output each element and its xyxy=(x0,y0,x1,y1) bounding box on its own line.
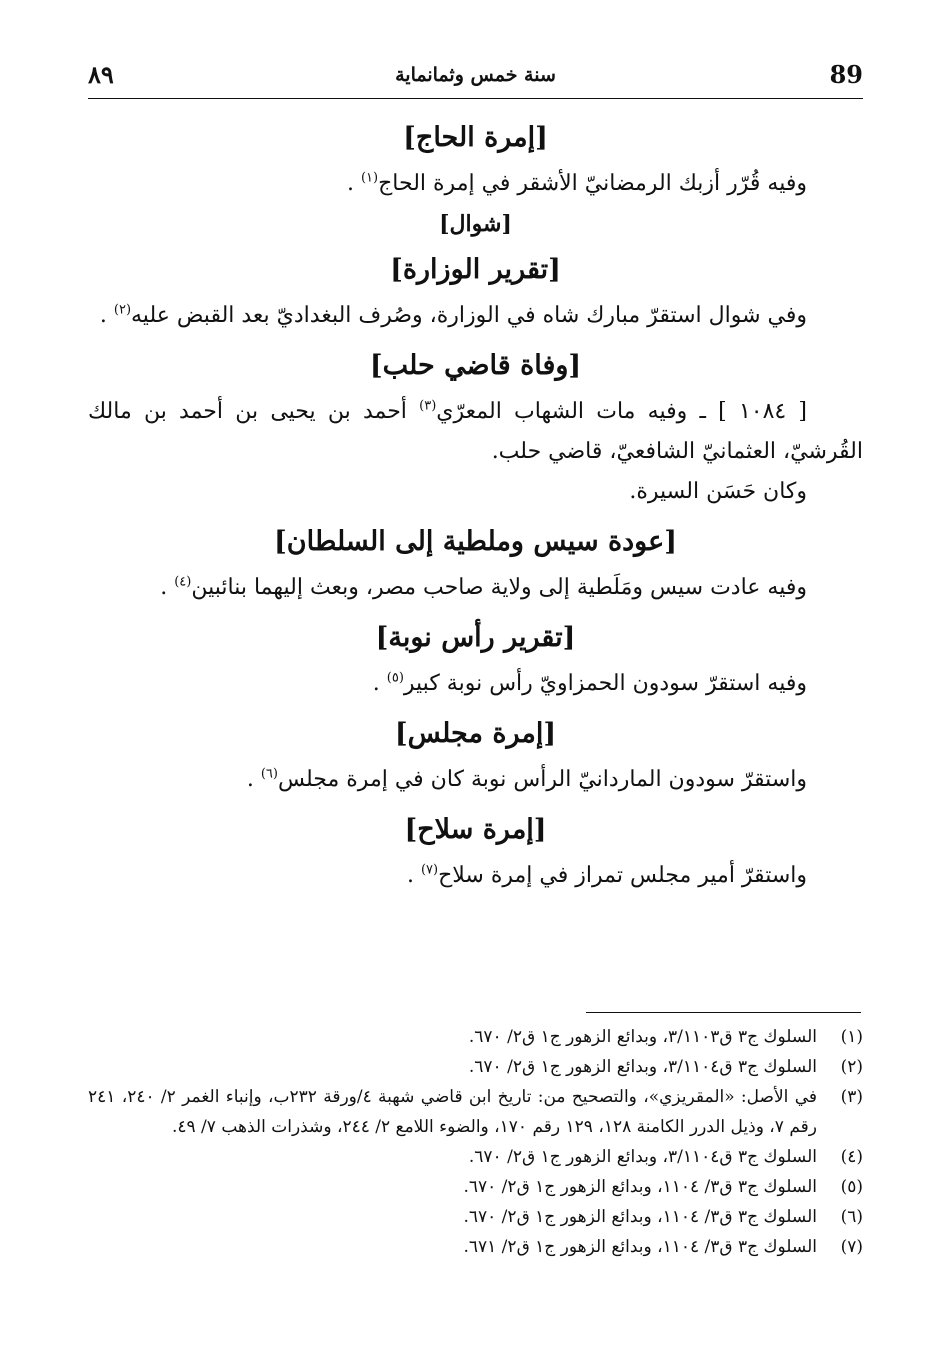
footnote-text: السلوك ج٣ ق٣/١١٠٤، وبدائع الزهور ج١ ق٢/ ٦٧٠. xyxy=(468,1057,817,1077)
footnote-ref-2: (٢) xyxy=(113,302,132,318)
page-number-latin: 89 xyxy=(829,60,863,89)
footnote-ref-1: (١) xyxy=(360,170,379,186)
footnote-ref-5: (٥) xyxy=(386,670,404,686)
paragraph-hajj: وفيه قُرّر أزبك الرمضانيّ الأشقر في إمرة الحاج$^{(١)}$ . xyxy=(346,170,807,196)
main-text xyxy=(88,112,863,896)
section-heading-hajj: [إمرة الحاج] xyxy=(403,122,548,153)
paragraph-wizara: وفي شوال استقرّ مبارك شاه في الوزارة، وصُرف البغداديّ بعد القبض عليه$^{(٢)}$ . xyxy=(99,302,807,328)
page-number-arabic: ٨٩ xyxy=(88,60,114,89)
section-heading-ras-nawba: [تقرير رأس نوبة] xyxy=(375,622,576,653)
paragraph-qadi-halab: [ ١٠٨٤ ] ـ وفيه مات الشهاب المعرّي$^{(٣)}$ أحمد بن يحيى بن أحمد بن مالك القُرشيّ، العثمانيّ الشافعيّ، قاضي حلب. xyxy=(88,398,863,464)
section-heading-shawwal: [شوال] xyxy=(439,211,512,237)
section-heading-wizara: [تقرير الوزارة] xyxy=(390,254,561,285)
footnote-number: (٢) xyxy=(840,1057,863,1077)
running-header xyxy=(88,58,863,98)
footnote-number: (٦) xyxy=(840,1207,863,1227)
paragraph-majlis: واستقرّ سودون الماردانيّ الرأس نوبة كان في إمرة مجلس$^{(٦)}$ . xyxy=(246,766,807,792)
footnote-item xyxy=(88,1202,863,1232)
footnote-item xyxy=(88,1022,863,1052)
footnote-number: (٧) xyxy=(840,1237,863,1257)
footnote-number: (٤) xyxy=(840,1147,863,1167)
paragraph-qadi-sira: وكان حَسَن السيرة. xyxy=(629,479,807,504)
paragraph-sis-malatya: وفيه عادت سيس ومَلَطية إلى ولاية صاحب مصر، وبعث إليهما بنائبين$^{(٤)}$ . xyxy=(160,574,807,600)
footnote-ref-7: (٧) xyxy=(420,862,439,878)
footnote-item xyxy=(88,1052,863,1082)
footnote-text: السلوك ج٣ ق٣/ ١١٠٤، وبدائع الزهور ج١ ق٢/ ٦٧٠. xyxy=(463,1177,817,1197)
section-heading-silah: [إمرة سلاح] xyxy=(404,814,547,845)
footnote-text: السلوك ج٣ ق٣/١١٠٣، وبدائع الزهور ج١ ق٢/ ٦٧٠. xyxy=(468,1027,817,1047)
footnote-item xyxy=(88,1172,863,1202)
section-heading-sis-malatya: [عودة سيس وملطية إلى السلطان] xyxy=(274,526,677,557)
footnote-text: السلوك ج٣ ق٣/ ١١٠٤، وبدائع الزهور ج١ ق٢/ ٦٧٠. xyxy=(463,1207,817,1227)
footnote-item xyxy=(88,1142,863,1172)
paragraph-silah: واستقرّ أمير مجلس تمراز في إمرة سلاح$^{(٧)}$ . xyxy=(406,862,807,888)
footnote-ref-3: (٣) xyxy=(419,398,437,414)
footnote-item xyxy=(88,1082,863,1142)
footnote-number: (١) xyxy=(840,1027,863,1047)
section-heading-qadi-halab: [وفاة قاضي حلب] xyxy=(369,350,582,381)
footnote-ref-4: (٤) xyxy=(174,574,192,590)
paragraph-ras-nawba: وفيه استقرّ سودون الحمزاويّ رأس نوبة كبير$^{(٥)}$ . xyxy=(372,670,807,696)
footnote-item xyxy=(88,1232,863,1262)
running-title: سنة خمس وثمانماية xyxy=(395,64,556,86)
footnotes xyxy=(88,1022,863,1262)
footnote-text: السلوك ج٣ ق٣/ ١١٠٤، وبدائع الزهور ج١ ق٢/ ٦٧١. xyxy=(463,1237,817,1257)
footnote-text: في الأصل: «المقريزي»، والتصحيح من: تاريخ ابن قاضي شهبة ٤/ورقة ٢٣٢ب، وإنباء الغمر ٢/ ٢٤٠، ٢٤١ رقم ٧، وذيل الدرر الكامنة ١٢٨، ١٢٩ رقم ١٧٠، والضوء اللامع ٢/ ٢٤٤، وشذرات الذهب ٧/ ٤٩. xyxy=(88,1087,817,1137)
footnote-text: السلوك ج٣ ق٣/١١٠٤، وبدائع الزهور ج١ ق٢/ ٦٧٠. xyxy=(468,1147,817,1167)
footnote-number: (٥) xyxy=(840,1177,863,1197)
footnote-number: (٣) xyxy=(840,1087,863,1107)
footnote-ref-6: (٦) xyxy=(260,766,278,782)
section-heading-majlis: [إمرة مجلس] xyxy=(394,718,557,749)
footnote-divider xyxy=(586,1012,861,1013)
header-divider xyxy=(88,98,863,99)
